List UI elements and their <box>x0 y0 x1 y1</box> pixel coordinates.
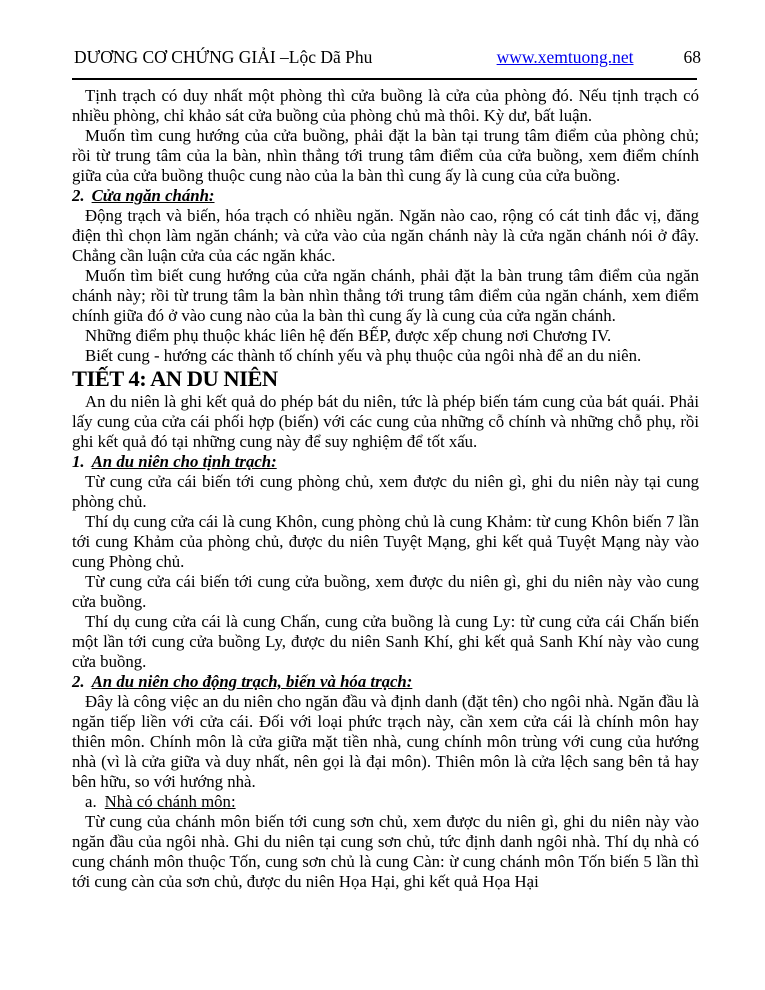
page-header <box>0 0 765 67</box>
section-title: TIẾT 4: AN DU NIÊN <box>72 366 278 391</box>
heading-text: Cửa ngăn chánh: <box>91 186 215 205</box>
paragraph: Đây là công việc an du niên cho ngăn đầu và định danh (đặt tên) cho ngôi nhà. Ngăn đầu là ngăn tiếp liền với cửa cái. Đối với loại phức trạch này, cần xem cửa cái là chính môn hay thiên môn. Chính môn là cửa giữa mặt tiền nhà, cung chính môn trùng với cung của hướng nhà (vì là cửa giữa và duy nhất, nên gọi là đại môn). Thiên môn là cửa lệch sang bên tả hay bên hữu, so với hướng nhà. <box>72 692 699 791</box>
heading-text: An du niên cho tịnh trạch: <box>91 452 277 471</box>
paragraph: Những điểm phụ thuộc khác liên hệ đến BẾP, được xếp chung nơi Chương IV. <box>85 326 612 345</box>
header-divider <box>72 78 697 80</box>
paragraph: Động trạch và biến, hóa trạch có nhiều ngăn. Ngăn nào cao, rộng có cát tinh đắc vị, đăng điện thì chọn làm ngăn chánh; và cửa vào của ngăn chánh này là cửa ngăn chánh nói ở đây. Chẳng cần luận cửa của các ngăn khác. <box>72 206 699 265</box>
heading-text: An du niên cho động trạch, biến và hóa trạch: <box>91 672 413 691</box>
paragraph: Thí dụ cung cửa cái là cung Khôn, cung phòng chủ là cung Khảm: từ cung Khôn biến 7 lần tới cung Khảm của phòng chủ, được du niên Tuyệt Mạng, ghi kết quả Tuyệt Mạng này vào cung Phòng chủ. <box>72 512 699 571</box>
paragraph: Từ cung cửa cái biến tới cung phòng chủ, xem được du niên gì, ghi du niên này tại cung phòng chủ. <box>72 472 699 511</box>
numbered-heading <box>72 452 699 472</box>
numbered-heading <box>72 186 699 206</box>
paragraph: Biết cung - hướng các thành tố chính yếu và phụ thuộc của ngôi nhà để an du niên. <box>85 346 642 365</box>
heading-text: Nhà có chánh môn: <box>104 792 236 811</box>
running-title: DƯƠNG CƠ CHỨNG GIẢI –Lộc Dã Phu <box>74 47 373 67</box>
numbered-heading <box>72 672 699 692</box>
website-link[interactable]: www.xemtuong.net <box>496 47 634 67</box>
lettered-heading <box>72 792 699 812</box>
document-body <box>72 86 699 892</box>
heading-number: 2. <box>72 186 85 205</box>
heading-letter: a. <box>85 792 97 811</box>
page-number: 68 <box>683 47 701 67</box>
paragraph: Từ cung cửa cái biến tới cung cửa buồng, xem được du niên gì, ghi du niên này vào cung cửa buồng. <box>72 572 699 611</box>
paragraph: Tịnh trạch có duy nhất một phòng thì cửa buồng là cửa của phòng đó. Nếu tịnh trạch có nhiều phòng, chỉ khảo sát cửa buồng của phòng chủ mà thôi. Kỳ dư, bất luận. <box>72 86 699 125</box>
paragraph: Từ cung của chánh môn biến tới cung sơn chủ, xem được du niên gì, ghi du niên này vào ngăn đầu của ngôi nhà. Ghi du niên tại cung sơn chủ, tức định danh ngôi nhà. Thí dụ nhà có cung chánh môn thuộc Tốn, cung sơn chủ là cung Càn: ừ cung chánh môn Tốn biến 5 lần thì tới cung càn của sơn chủ, được du niên Họa Hại, ghi kết quả Họa Hại <box>72 812 699 891</box>
paragraph: Muốn tìm cung hướng của cửa buồng, phải đặt la bàn tại trung tâm điểm của phòng chủ; rồi từ trung tâm của la bàn, nhìn thẳng tới trung tâm điểm của cửa buồng, xem điểm chính giữa của cửa buồng thuộc cung nào của la bàn thì cung ấy là cung của cửa buồng. <box>72 126 699 185</box>
paragraph: Muốn tìm biết cung hướng của cửa ngăn chánh, phải đặt la bàn trung tâm điểm của ngăn chánh này; rồi từ trung tâm la bàn nhìn thẳng tới trung tâm điểm của ngăn chánh, xem điểm chính giữa đó ở vào cung nào của la bàn thì cung ấy là cung của cửa ngăn chánh. <box>72 266 699 325</box>
paragraph: Thí dụ cung cửa cái là cung Chấn, cung cửa buồng là cung Ly: từ cung cửa cái Chấn biến một lần tới cung cửa buồng Ly, được du niên Sanh Khí, ghi kết quả Sanh Khí này vào cung cửa buồng. <box>72 612 699 671</box>
heading-number: 2. <box>72 672 85 691</box>
heading-number: 1. <box>72 452 85 471</box>
paragraph: An du niên là ghi kết quả do phép bát du niên, tức là phép biến tám cung của bát quái. Phải lấy cung của cửa cái phối hợp (biến) với các cung của những cỗ chính và những chỗ phụ, rồi ghi kết quả đó tại những cung này để suy nghiệm để tốt xấu. <box>72 392 699 451</box>
